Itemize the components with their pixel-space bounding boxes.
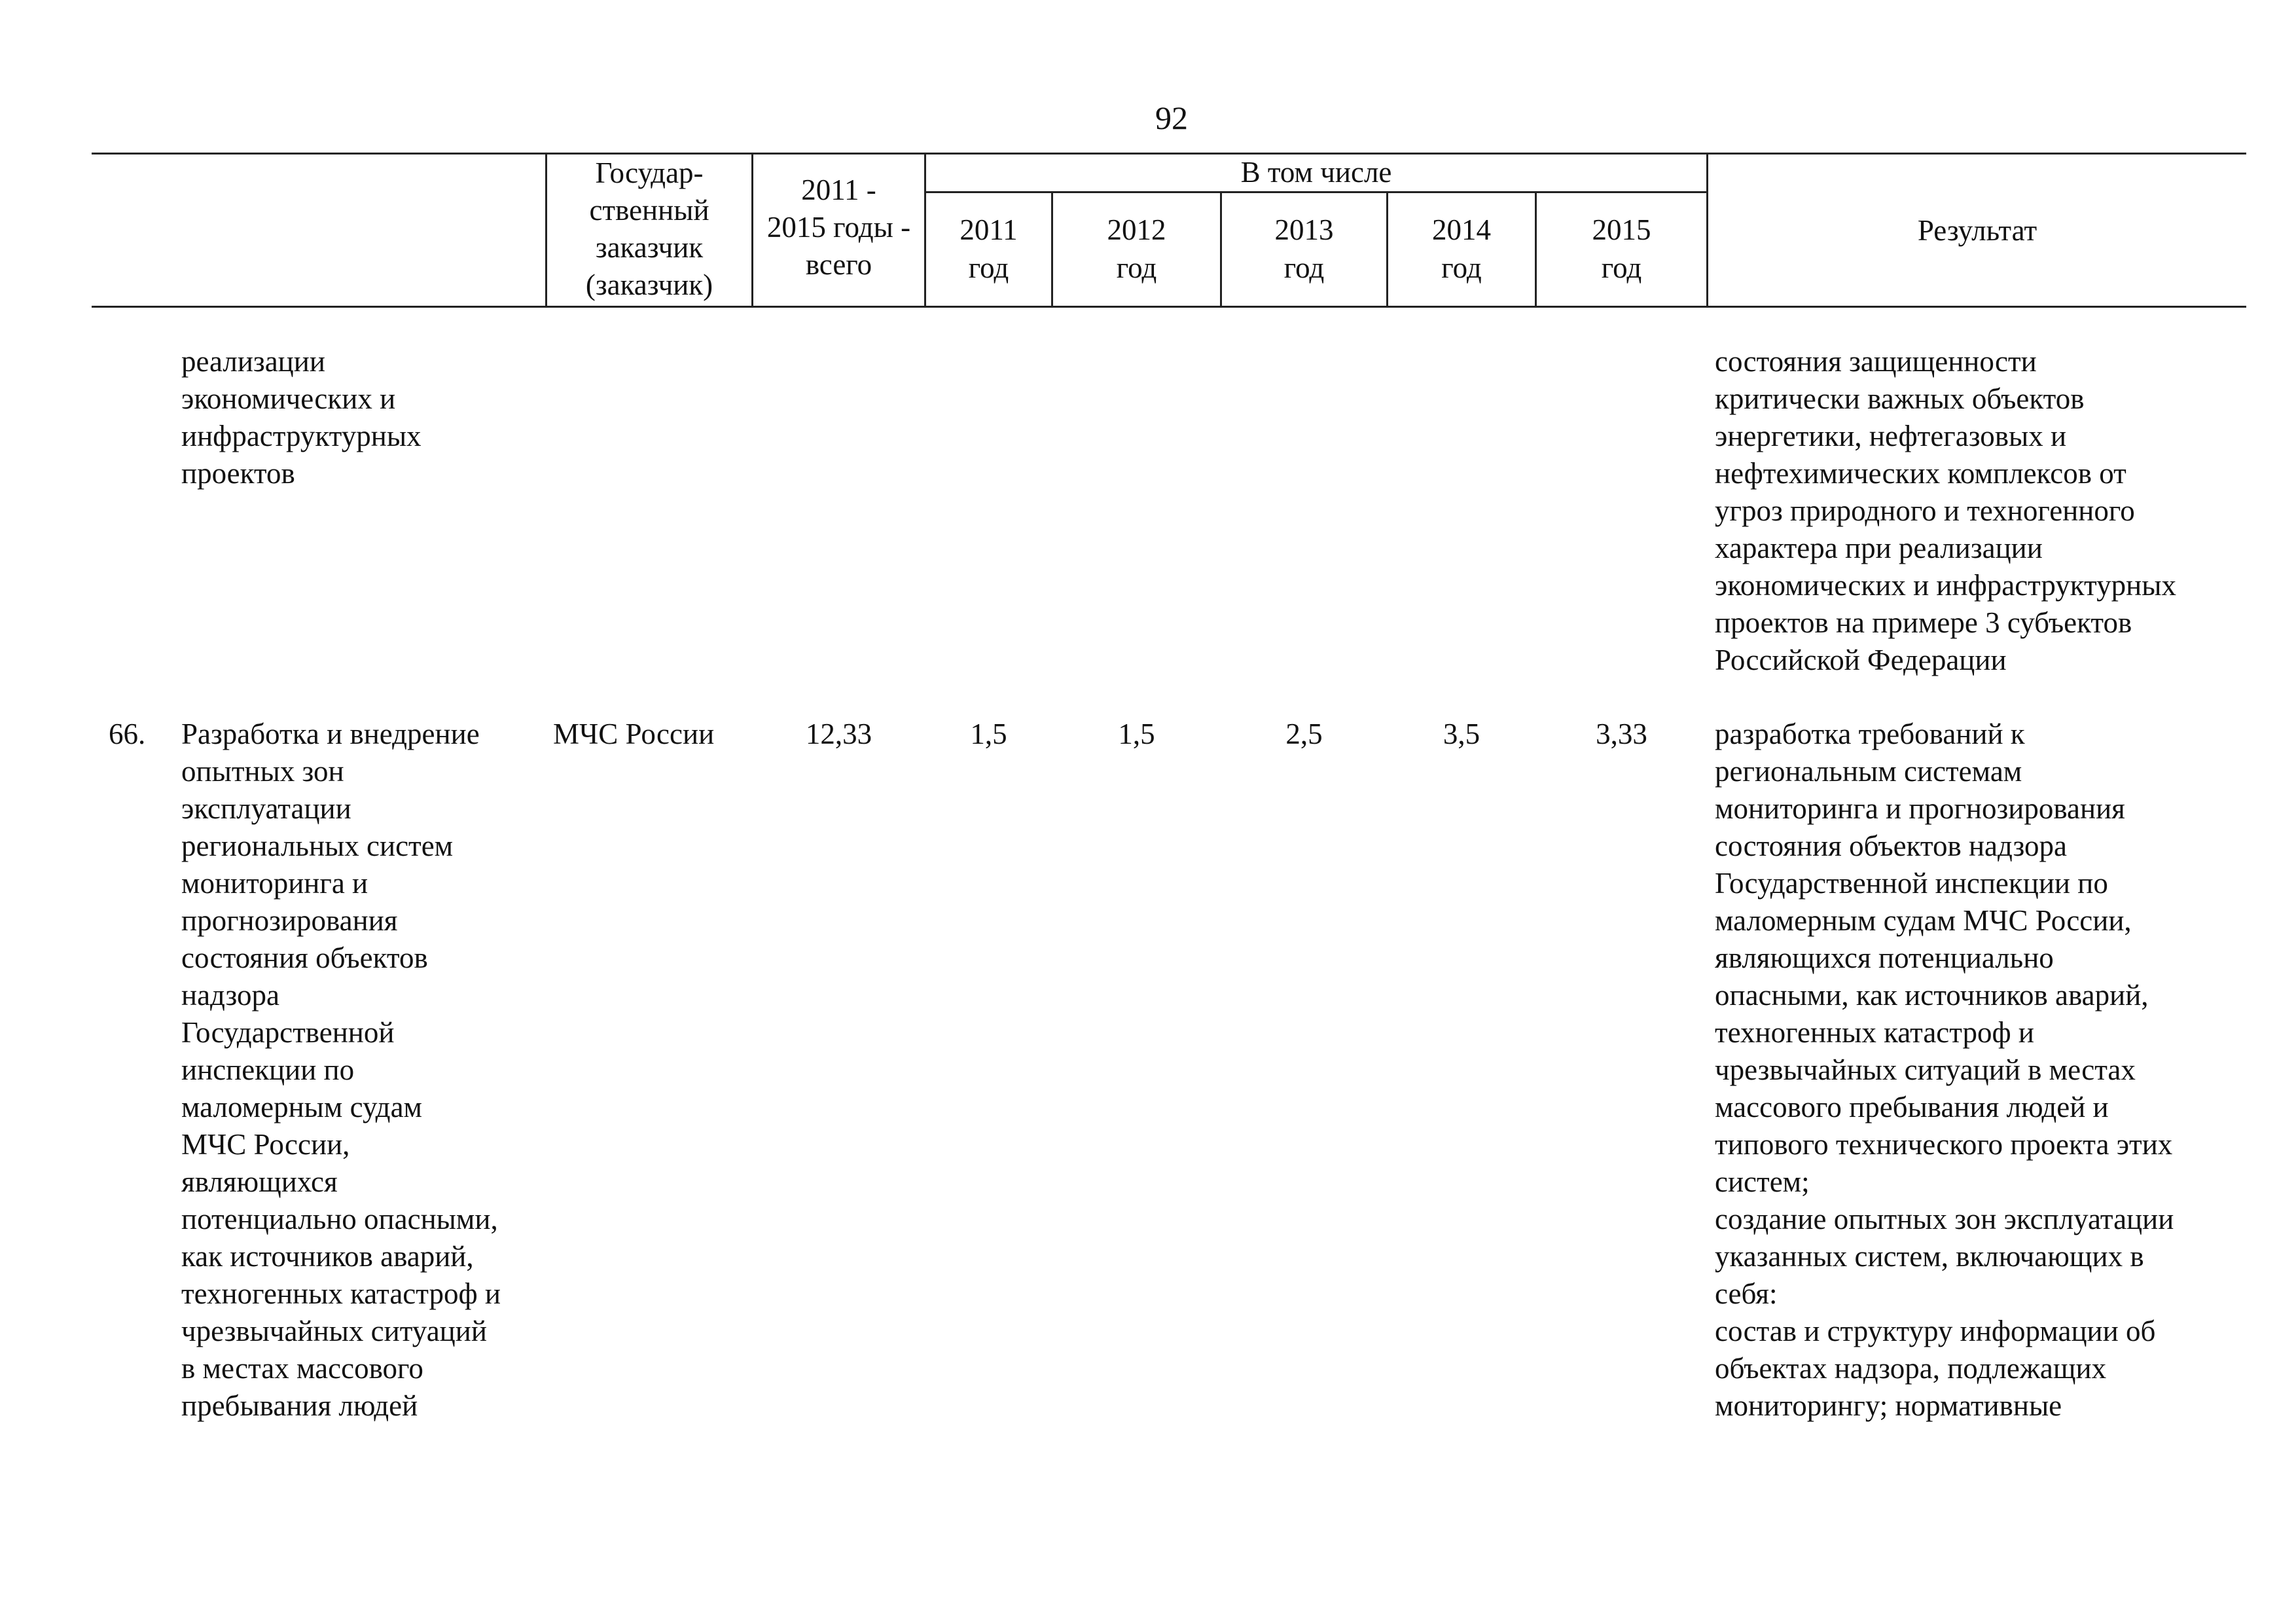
row-66-value-2015: 3,33 — [1596, 718, 1647, 750]
row-66-value-2014: 3,5 — [1443, 718, 1480, 750]
table-header-bottom-rule — [92, 306, 2246, 308]
row-66-total: 12,33 — [805, 718, 872, 750]
row-66-customer: МЧС России — [553, 718, 715, 750]
header-year-2012: 2012 год — [1107, 213, 1166, 284]
header-total: 2011 - 2015 годы - всего — [766, 173, 911, 281]
row-66-value-2012: 1,5 — [1118, 718, 1155, 750]
subheader-rule — [924, 191, 1706, 193]
row-continued-result: состояния защищенности критически важных объектов энергетики, нефтегазовых и нефтехимических комплексов от угроз природного и техногенного характера при реализации экономических и инфраструктурных проектов на примере 3 субъектов Российской Федерации — [1715, 345, 2176, 676]
header-including: В том числе — [1240, 156, 1392, 189]
row-66-result: разработка требований к региональным системам мониторинга и прогнозирования состояния объектов надзора Государственной инспекции по маломерным судам МЧС России, являющихся потенциально опасными, как источников аварий, техногенных катастроф и чрезвычайных ситуаций в местах массового пребывания людей и типового технического проекта этих систем; создание опытных зон эксплуатации указанных систем, включающих в себя: состав и структуру информации об объектах надзора, подлежащих мониторингу; нормативные — [1715, 718, 2174, 1422]
row-66-value-2011: 1,5 — [970, 718, 1007, 750]
header-year-2011: 2011 год — [960, 213, 1018, 284]
header-result: Результат — [1917, 214, 2037, 247]
row-continued-name: реализации экономических и инфраструктурных проектов — [181, 345, 422, 490]
row-66-number: 66. — [109, 718, 146, 750]
header-customer: Государ- ственный заказчик (заказчик) — [585, 156, 713, 301]
header-year-2015: 2015 год — [1592, 213, 1651, 284]
page-number: 92 — [1155, 100, 1188, 136]
header-year-2014: 2014 год — [1432, 213, 1491, 284]
header-year-2013: 2013 год — [1274, 213, 1334, 284]
row-66-name: Разработка и внедрение опытных зон эксплуатации региональных систем мониторинга и прогнозирования состояния объектов надзора Государственной инспекции по маломерным судам МЧС России, являющихся потенциально опасными, как источников аварий, техногенных катастроф и чрезвычайных ситуаций в местах массового пребывания людей — [181, 718, 501, 1422]
row-66-value-2013: 2,5 — [1285, 718, 1323, 750]
